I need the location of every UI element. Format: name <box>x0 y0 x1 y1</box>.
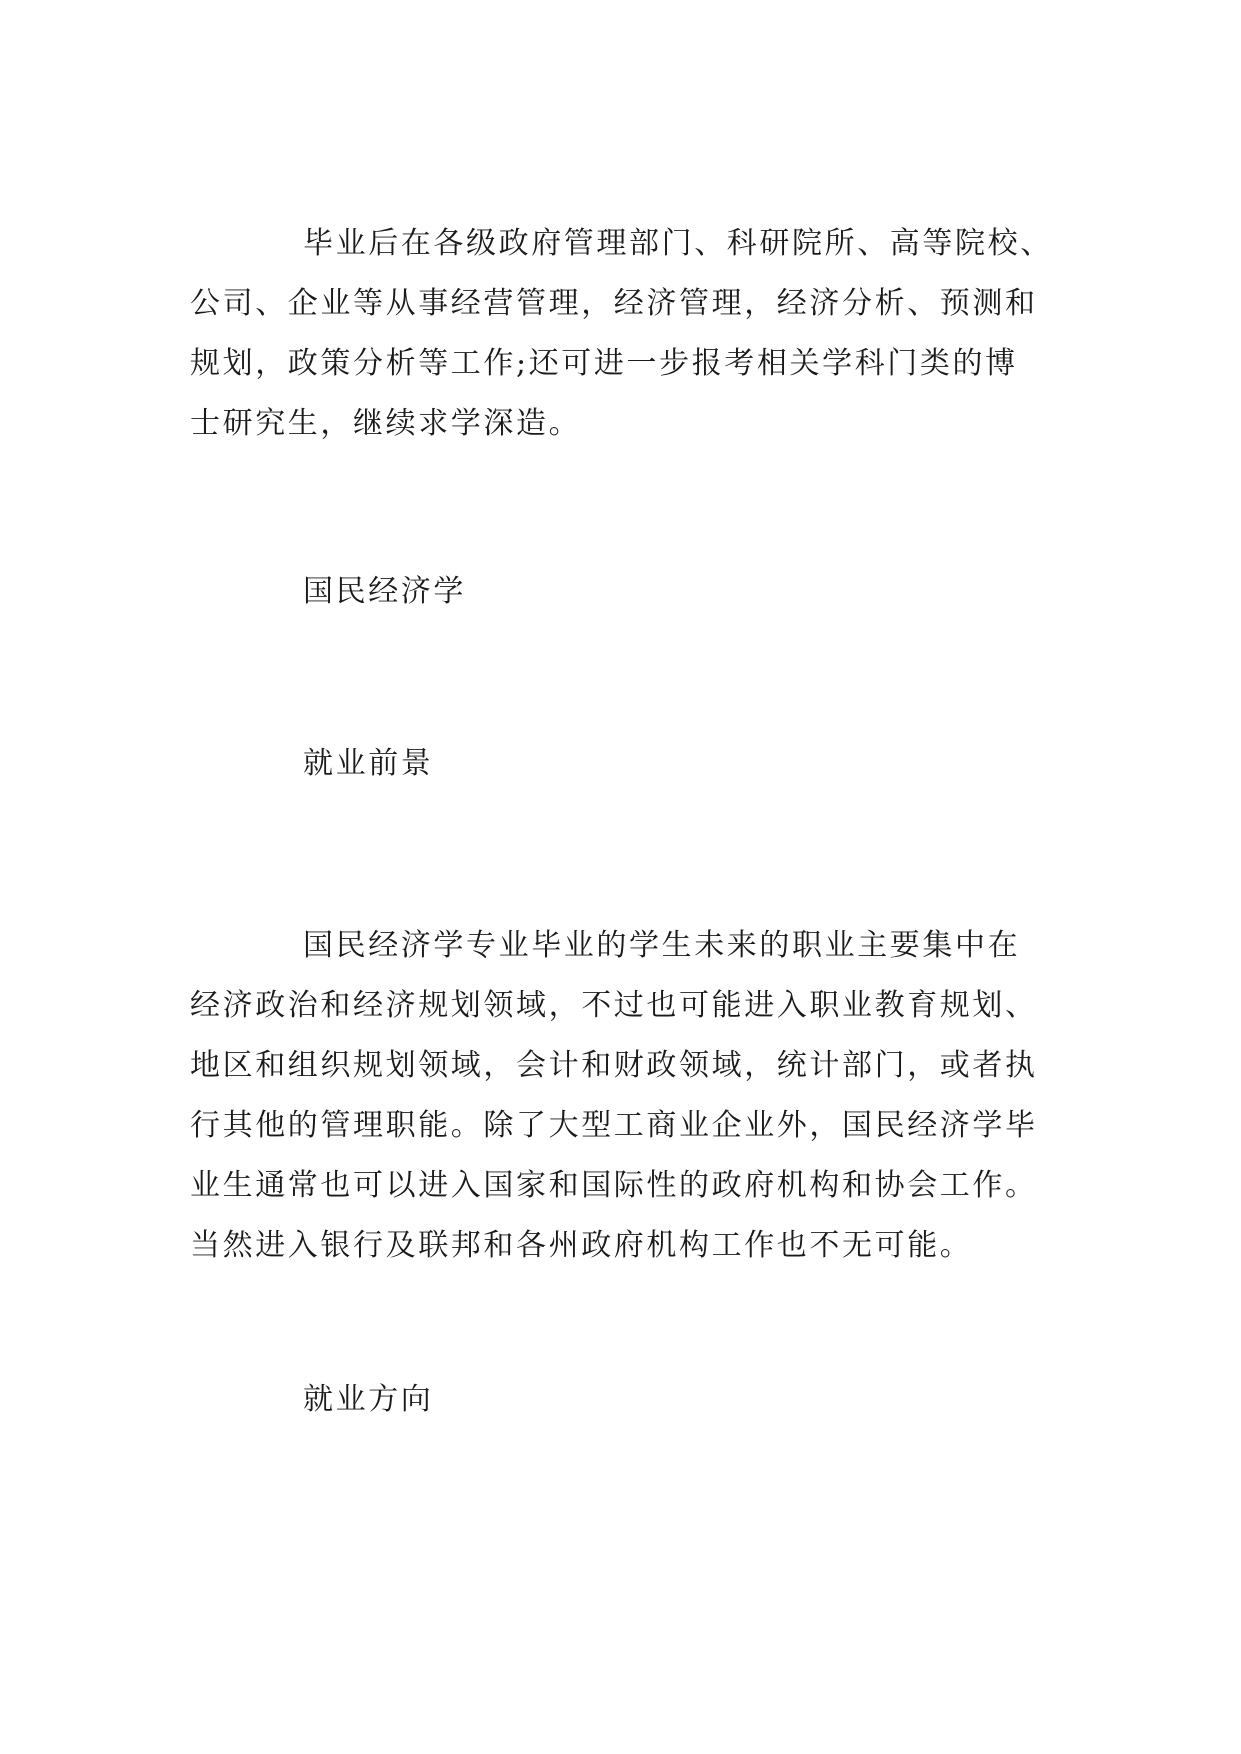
paragraph-employment-prospects <box>190 916 1070 1276</box>
paragraph-line: 当然进入银行及联邦和各州政府机构工作也不无可能。 <box>190 1228 973 1263</box>
paragraph-line: 地区和组织规划领域，会计和财政领域，统计部门，或者执 <box>190 1048 1038 1083</box>
section-heading-employment-prospects: 就业前景 <box>303 746 434 781</box>
paragraph-line: 经济政治和经济规划领域，不过也可能进入职业教育规划、 <box>190 988 1038 1023</box>
paragraph-line: 毕业后在各级政府管理部门、科研院所、高等院校、 <box>303 226 1053 261</box>
paragraph-line: 士研究生，继续求学深造。 <box>190 406 582 441</box>
paragraph-line: 公司、企业等从事经营管理，经济管理，经济分析、预测和 <box>190 286 1038 321</box>
section-heading-national-economics: 国民经济学 <box>303 574 466 609</box>
paragraph-line: 国民经济学专业毕业的学生未来的职业主要集中在 <box>303 928 1021 963</box>
paragraph-line: 规划，政策分析等工作;还可进一步报考相关学科门类的博 <box>190 346 1018 381</box>
paragraph-graduate-destinations <box>190 214 1070 454</box>
section-heading-employment-directions: 就业方向 <box>303 1382 434 1417</box>
paragraph-line: 业生通常也可以进入国家和国际性的政府机构和协会工作。 <box>190 1168 1038 1203</box>
paragraph-line: 行其他的管理职能。除了大型工商业企业外，国民经济学毕 <box>190 1108 1038 1143</box>
